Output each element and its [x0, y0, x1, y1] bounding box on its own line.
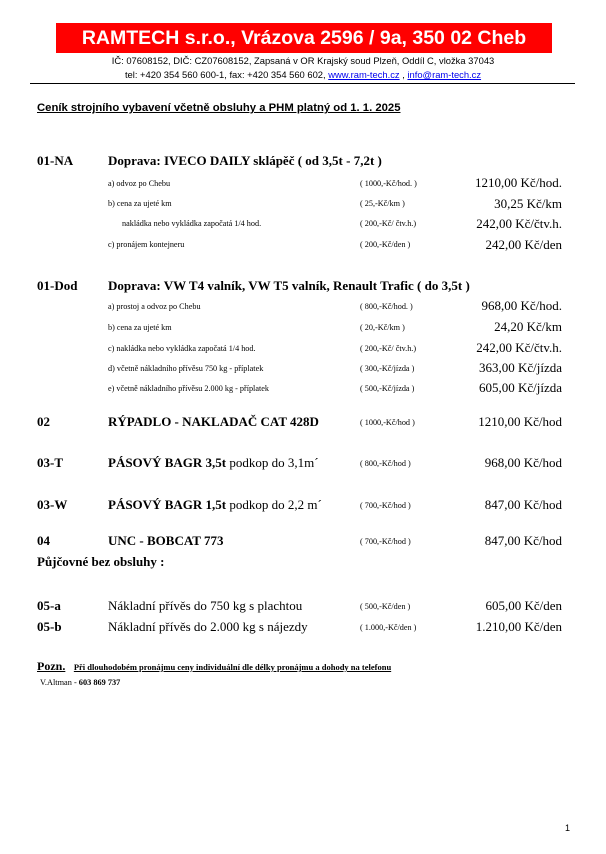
item-price: 968,00 Kč/hod.	[481, 298, 562, 313]
item-unit: ( 200,-Kč/den )	[360, 240, 411, 249]
rental-price: 605,00 Kč/den	[485, 598, 562, 613]
website-link[interactable]: www.ram-tech.cz	[328, 69, 400, 80]
item-price: 242,00 Kč/den	[485, 237, 562, 252]
item-unit: ( 20,-Kč/km )	[360, 323, 405, 332]
item-text: c) pronájem kontejneru	[108, 240, 185, 249]
rental-unit: ( 500,-Kč/den )	[360, 602, 411, 611]
item-price: 242,00 Kč/čtv.h.	[476, 340, 562, 355]
header-divider	[30, 83, 575, 84]
machine-code: 04	[37, 533, 50, 548]
rental-code: 05-b	[37, 619, 62, 634]
item-unit: ( 800,-Kč/hod. )	[360, 302, 413, 311]
footnote-text: Při dlouhodobém pronájmu ceny individuální dle délky pronájmu a dohody na telefonu	[73, 662, 392, 672]
item-text: c) nakládka nebo vykládka započatá 1/4 hod.	[108, 344, 256, 353]
contact-line	[30, 69, 576, 80]
group-title-01-dod: Doprava: VW T4 valník, VW T5 valník, Renault Trafic ( do 3,5t )	[108, 278, 470, 293]
machine-unit: ( 1000,-Kč/hod )	[360, 418, 415, 427]
item-text: nakládka nebo vykládka započatá 1/4 hod.	[122, 219, 262, 228]
item-price: 24,20 Kč/km	[494, 319, 562, 334]
item-text: b) cena za ujeté km	[108, 323, 172, 332]
price-list-title: Ceník strojního vybavení včetně obsluhy a PHM platný od 1. 1. 2025	[37, 102, 401, 114]
machine-unit: ( 700,-Kč/hod )	[360, 537, 411, 546]
company-banner: RAMTECH s.r.o., Vrázova 2596 / 9a, 350 02 Cheb	[56, 23, 552, 53]
rental-name: Nákladní přívěs do 2.000 kg s nájezdy	[108, 619, 308, 634]
machine-price: 1210,00 Kč/hod	[478, 414, 562, 429]
item-unit: ( 25,-Kč/km )	[360, 199, 405, 208]
machine-code: 03-W	[37, 497, 68, 512]
rental-heading: Půjčovné bez obsluhy :	[37, 554, 165, 569]
item-price: 605,00 Kč/jízda	[478, 380, 562, 395]
item-text: d) včetně nákladního přívěsu 750 kg - příplatek	[108, 364, 264, 373]
registry-line: IČ: 07608152, DIČ: CZ07608152, Zapsaná v OR Krajský soud Plzeň, Oddíl C, vložka 37043	[111, 55, 495, 66]
machine-name-bold: PÁSOVÝ BAGR 1,5t	[108, 497, 227, 512]
machine-name-extra: podkop do 3,1m´	[226, 455, 319, 470]
machine-name	[108, 497, 322, 513]
item-text: e) včetně nákladního přívěsu 2.000 kg - příplatek	[108, 384, 269, 393]
machine-price: 847,00 Kč/hod	[484, 533, 562, 548]
group-code-01-na: 01-NA	[37, 153, 74, 168]
machine-price: 847,00 Kč/hod	[484, 497, 562, 512]
contact-separator: ,	[399, 69, 408, 80]
machine-code: 03-T	[37, 455, 63, 470]
machine-name	[108, 455, 319, 471]
item-text: a) odvoz po Chebu	[108, 179, 171, 188]
machine-unit: ( 800,-Kč/hod )	[360, 459, 411, 468]
machine-name-extra: podkop do 2,2 m´	[226, 497, 322, 512]
group-code-01-dod: 01-Dod	[37, 278, 78, 293]
footnote-label: Pozn.	[37, 659, 66, 673]
item-price: 363,00 Kč/jízda	[478, 360, 562, 375]
item-price: 30,25 Kč/km	[494, 196, 562, 211]
item-text: a) prostoj a odvoz po Chebu	[108, 302, 201, 311]
machine-price: 968,00 Kč/hod	[484, 455, 562, 470]
item-unit: ( 300,-Kč/jízda )	[360, 364, 415, 373]
signature-name: V.Altman -	[40, 678, 79, 687]
rental-price: 1.210,00 Kč/den	[475, 619, 562, 634]
page-number: 1	[565, 823, 571, 833]
item-text: b) cena za ujeté km	[108, 199, 172, 208]
rental-unit: ( 1.000,-Kč/den )	[360, 623, 417, 632]
rental-code: 05-a	[37, 598, 61, 613]
signature	[40, 678, 120, 687]
rental-name: Nákladní přívěs do 750 kg s plachtou	[108, 598, 303, 613]
item-unit: ( 200,-Kč/ čtv.h.)	[360, 219, 417, 228]
contact-phone-fax: tel: +420 354 560 600-1, fax: +420 354 560 602,	[124, 69, 329, 80]
signature-phone: 603 869 737	[78, 678, 121, 687]
machine-name: UNC - BOBCAT 773	[108, 533, 224, 548]
machine-code: 02	[37, 414, 50, 429]
item-price: 242,00 Kč/čtv.h.	[476, 216, 562, 231]
footnote	[37, 659, 391, 674]
item-unit: ( 200,-Kč/ čtv.h.)	[360, 344, 417, 353]
machine-name: RÝPADLO - NAKLADAČ CAT 428D	[108, 414, 319, 429]
machine-name-bold: PÁSOVÝ BAGR 3,5t	[108, 455, 227, 470]
email-link[interactable]: info@ram-tech.cz	[407, 69, 482, 80]
item-unit: ( 500,-Kč/jízda )	[360, 384, 415, 393]
item-price: 1210,00 Kč/hod.	[474, 175, 562, 190]
group-title-01-na: Doprava: IVECO DAILY sklápěč ( od 3,5t - 7,2t )	[108, 153, 382, 168]
item-unit: ( 1000,-Kč/hod. )	[360, 179, 417, 188]
machine-unit: ( 700,-Kč/hod )	[360, 501, 411, 510]
